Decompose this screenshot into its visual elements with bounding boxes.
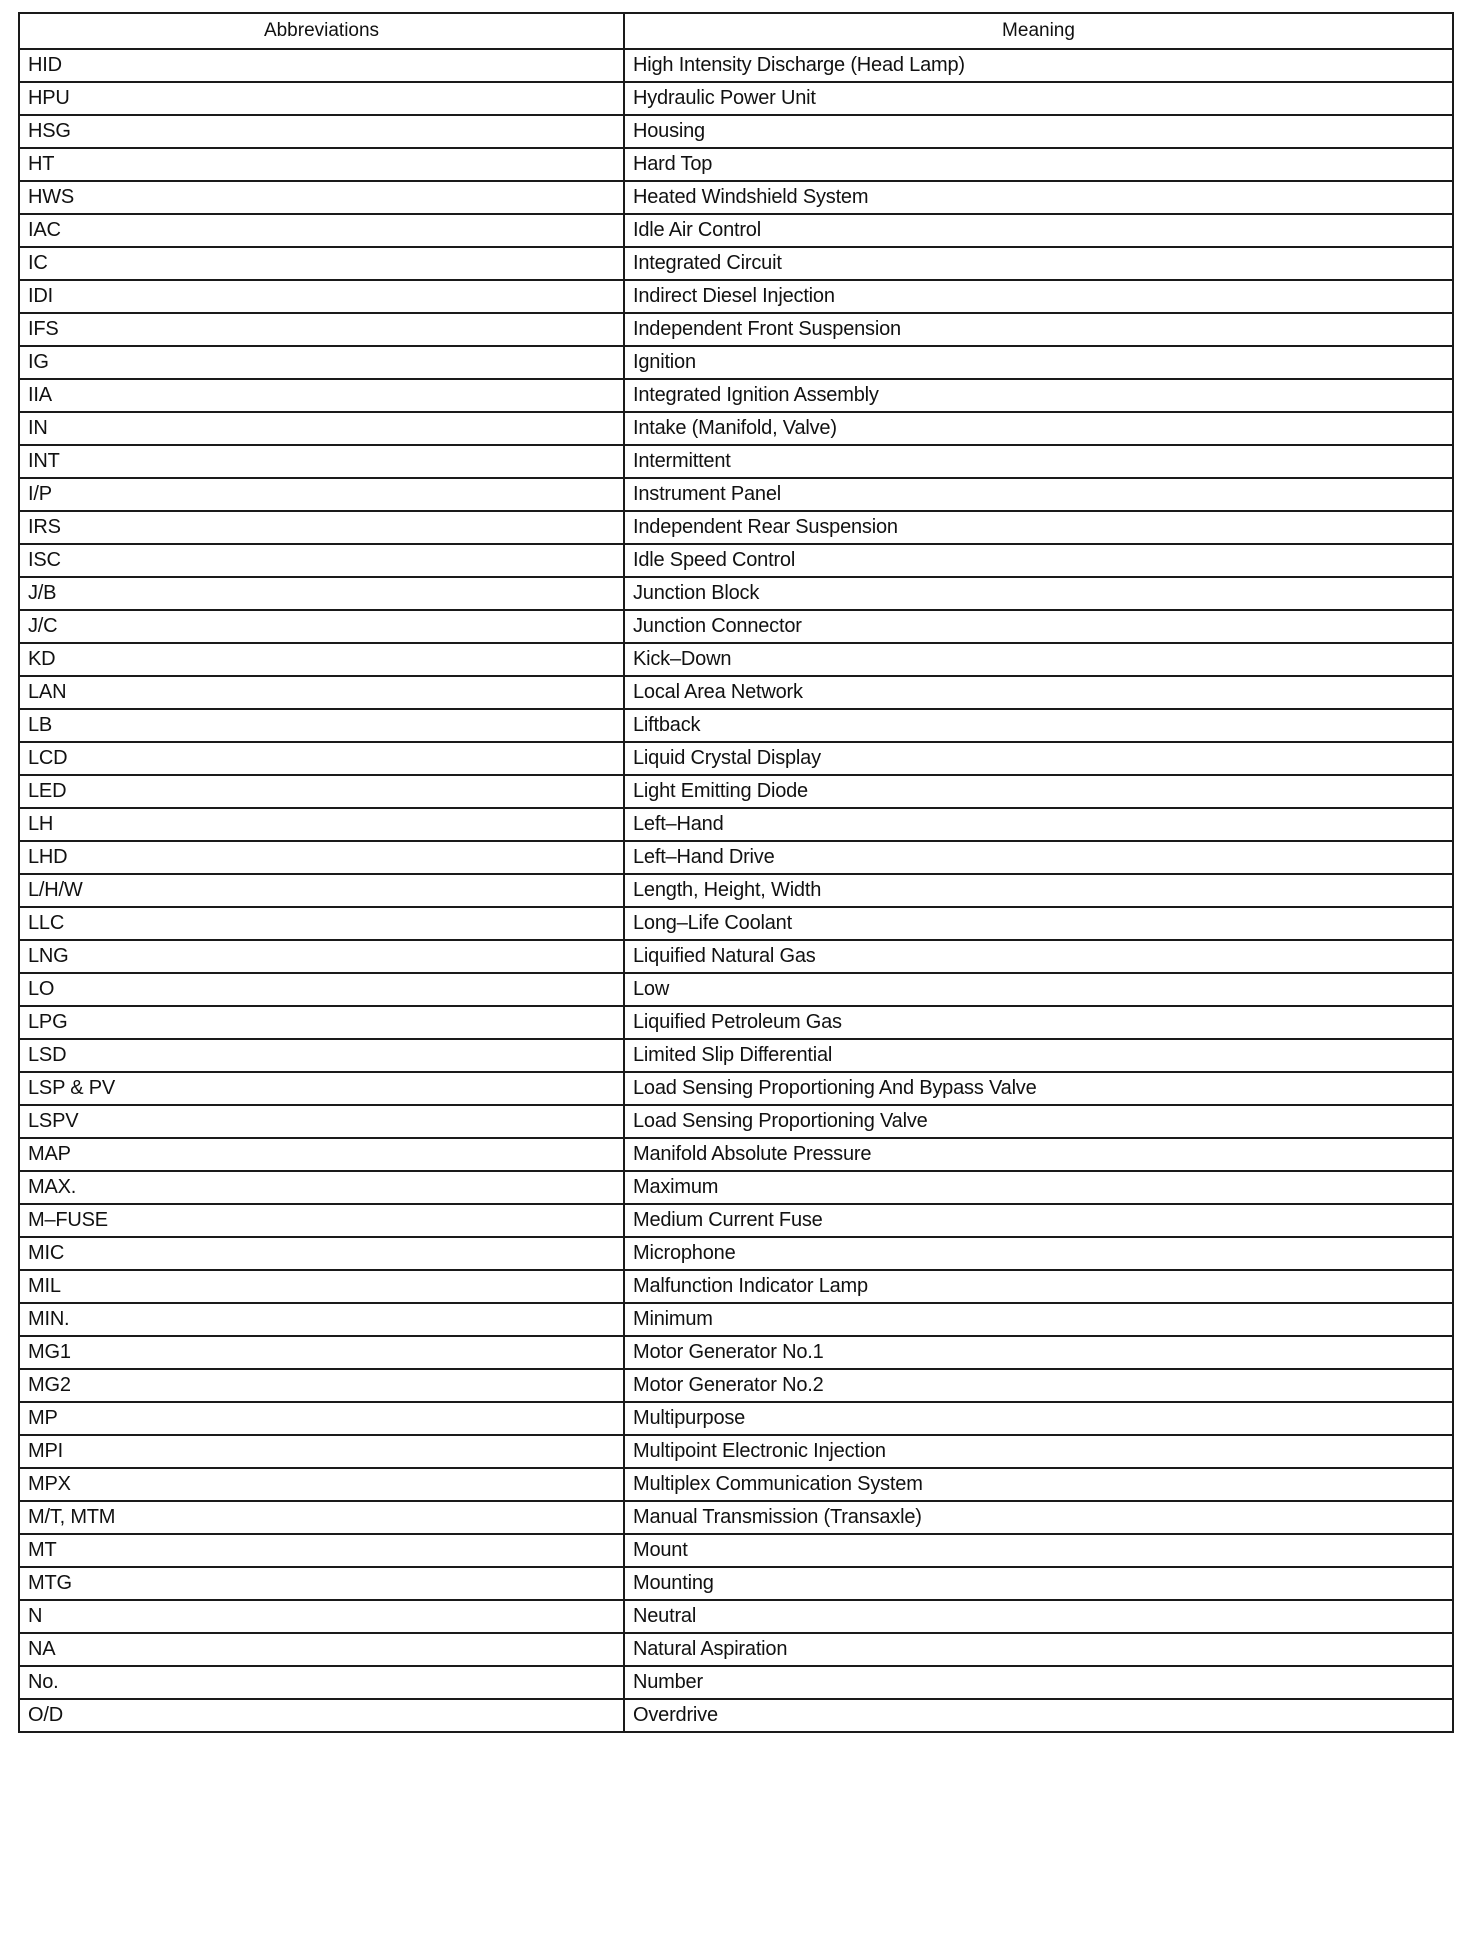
abbreviation-cell: HSG — [19, 115, 624, 148]
abbreviation-cell: ISC — [19, 544, 624, 577]
table-row — [19, 412, 1453, 445]
table-row — [19, 1204, 1453, 1237]
table-row — [19, 1501, 1453, 1534]
table-row — [19, 181, 1453, 214]
abbreviation-cell: LO — [19, 973, 624, 1006]
meaning-cell: Intake (Manifold, Valve) — [624, 412, 1453, 445]
meaning-cell: Housing — [624, 115, 1453, 148]
abbreviation-cell: IN — [19, 412, 624, 445]
abbreviation-cell: MP — [19, 1402, 624, 1435]
table-row — [19, 1699, 1453, 1732]
table-row — [19, 610, 1453, 643]
abbreviation-cell: MIL — [19, 1270, 624, 1303]
meaning-cell: Liquified Natural Gas — [624, 940, 1453, 973]
meaning-cell: Motor Generator No.1 — [624, 1336, 1453, 1369]
abbreviation-cell: LLC — [19, 907, 624, 940]
table-row — [19, 1105, 1453, 1138]
abbreviation-cell: MIC — [19, 1237, 624, 1270]
table-row — [19, 1303, 1453, 1336]
abbreviation-cell: I/P — [19, 478, 624, 511]
table-row — [19, 1072, 1453, 1105]
meaning-cell: Independent Rear Suspension — [624, 511, 1453, 544]
meaning-cell: Independent Front Suspension — [624, 313, 1453, 346]
meaning-cell: Number — [624, 1666, 1453, 1699]
abbreviation-cell: LB — [19, 709, 624, 742]
table-row — [19, 1369, 1453, 1402]
abbreviation-cell: HID — [19, 49, 624, 82]
abbreviation-cell: IC — [19, 247, 624, 280]
table-row — [19, 1237, 1453, 1270]
abbreviation-cell: O/D — [19, 1699, 624, 1732]
abbreviation-cell: HWS — [19, 181, 624, 214]
meaning-cell: Motor Generator No.2 — [624, 1369, 1453, 1402]
table-row — [19, 82, 1453, 115]
abbreviation-cell: LSD — [19, 1039, 624, 1072]
meaning-cell: Instrument Panel — [624, 478, 1453, 511]
table-row — [19, 1336, 1453, 1369]
meaning-cell: High Intensity Discharge (Head Lamp) — [624, 49, 1453, 82]
meaning-cell: Left–Hand — [624, 808, 1453, 841]
abbreviation-cell: MPI — [19, 1435, 624, 1468]
abbreviation-cell: LSP & PV — [19, 1072, 624, 1105]
meaning-cell: Overdrive — [624, 1699, 1453, 1732]
abbreviation-cell: KD — [19, 643, 624, 676]
table-row — [19, 1138, 1453, 1171]
meaning-cell: Liquid Crystal Display — [624, 742, 1453, 775]
meaning-cell: Medium Current Fuse — [624, 1204, 1453, 1237]
abbreviation-cell: IIA — [19, 379, 624, 412]
abbreviation-cell: M/T, MTM — [19, 1501, 624, 1534]
table-row — [19, 577, 1453, 610]
meaning-cell: Multipoint Electronic Injection — [624, 1435, 1453, 1468]
abbreviation-cell: IG — [19, 346, 624, 379]
abbreviation-cell: HT — [19, 148, 624, 181]
meaning-cell: Maximum — [624, 1171, 1453, 1204]
table-row — [19, 247, 1453, 280]
meaning-cell: Junction Connector — [624, 610, 1453, 643]
table-row — [19, 1039, 1453, 1072]
table-row — [19, 379, 1453, 412]
table-row — [19, 1435, 1453, 1468]
header-row — [19, 13, 1453, 49]
meaning-cell: Intermittent — [624, 445, 1453, 478]
meaning-cell: Multiplex Communication System — [624, 1468, 1453, 1501]
meaning-cell: Load Sensing Proportioning Valve — [624, 1105, 1453, 1138]
abbreviation-cell: MAP — [19, 1138, 624, 1171]
table-row — [19, 115, 1453, 148]
table-row — [19, 1534, 1453, 1567]
meaning-cell: Left–Hand Drive — [624, 841, 1453, 874]
meaning-cell: Long–Life Coolant — [624, 907, 1453, 940]
meaning-cell: Junction Block — [624, 577, 1453, 610]
meaning-cell: Liftback — [624, 709, 1453, 742]
table-row — [19, 1006, 1453, 1039]
table-row — [19, 775, 1453, 808]
table-row — [19, 874, 1453, 907]
table-row — [19, 148, 1453, 181]
meaning-cell: Microphone — [624, 1237, 1453, 1270]
meaning-cell: Light Emitting Diode — [624, 775, 1453, 808]
meaning-cell: Minimum — [624, 1303, 1453, 1336]
abbreviation-cell: IAC — [19, 214, 624, 247]
abbreviation-cell: LAN — [19, 676, 624, 709]
meaning-cell: Indirect Diesel Injection — [624, 280, 1453, 313]
table-row — [19, 907, 1453, 940]
meaning-cell: Low — [624, 973, 1453, 1006]
table-row — [19, 973, 1453, 1006]
table-row — [19, 1600, 1453, 1633]
table-row — [19, 643, 1453, 676]
meaning-cell: Length, Height, Width — [624, 874, 1453, 907]
abbreviation-cell: MPX — [19, 1468, 624, 1501]
meaning-cell: Hard Top — [624, 148, 1453, 181]
abbreviation-cell: LSPV — [19, 1105, 624, 1138]
abbreviation-cell: LHD — [19, 841, 624, 874]
abbreviation-cell: MAX. — [19, 1171, 624, 1204]
abbreviations-table — [18, 12, 1454, 1733]
meaning-cell: Idle Air Control — [624, 214, 1453, 247]
abbreviation-cell: L/H/W — [19, 874, 624, 907]
meaning-cell: Natural Aspiration — [624, 1633, 1453, 1666]
abbreviation-cell: IFS — [19, 313, 624, 346]
table-row — [19, 346, 1453, 379]
table-row — [19, 478, 1453, 511]
meaning-cell: Malfunction Indicator Lamp — [624, 1270, 1453, 1303]
meaning-cell: Kick–Down — [624, 643, 1453, 676]
table-row — [19, 1270, 1453, 1303]
table-row — [19, 511, 1453, 544]
table-row — [19, 808, 1453, 841]
abbreviation-cell: MG2 — [19, 1369, 624, 1402]
abbreviation-cell: LCD — [19, 742, 624, 775]
abbreviation-cell: HPU — [19, 82, 624, 115]
meaning-cell: Ignition — [624, 346, 1453, 379]
table-row — [19, 280, 1453, 313]
table-row — [19, 544, 1453, 577]
meaning-cell: Integrated Ignition Assembly — [624, 379, 1453, 412]
abbreviation-cell: LED — [19, 775, 624, 808]
abbreviation-cell: M–FUSE — [19, 1204, 624, 1237]
meaning-cell: Load Sensing Proportioning And Bypass Valve — [624, 1072, 1453, 1105]
meaning-cell: Neutral — [624, 1600, 1453, 1633]
table-row — [19, 214, 1453, 247]
abbreviation-cell: LH — [19, 808, 624, 841]
abbreviation-cell: J/C — [19, 610, 624, 643]
abbreviation-cell: MT — [19, 1534, 624, 1567]
table-row — [19, 1171, 1453, 1204]
abbreviation-cell: N — [19, 1600, 624, 1633]
meaning-cell: Manual Transmission (Transaxle) — [624, 1501, 1453, 1534]
abbreviation-cell: IDI — [19, 280, 624, 313]
meaning-cell: Mount — [624, 1534, 1453, 1567]
table-row — [19, 1666, 1453, 1699]
table-row — [19, 742, 1453, 775]
abbreviation-cell: NA — [19, 1633, 624, 1666]
abbreviation-cell: MG1 — [19, 1336, 624, 1369]
abbreviation-cell: LNG — [19, 940, 624, 973]
meaning-cell: Liquified Petroleum Gas — [624, 1006, 1453, 1039]
meaning-header: Meaning — [624, 13, 1453, 49]
table-body — [19, 49, 1453, 1732]
table-row — [19, 1567, 1453, 1600]
table-row — [19, 1633, 1453, 1666]
meaning-cell: Mounting — [624, 1567, 1453, 1600]
abbreviation-cell: LPG — [19, 1006, 624, 1039]
table-row — [19, 445, 1453, 478]
table-row — [19, 313, 1453, 346]
meaning-cell: Local Area Network — [624, 676, 1453, 709]
table-row — [19, 49, 1453, 82]
meaning-cell: Integrated Circuit — [624, 247, 1453, 280]
abbreviation-cell: MIN. — [19, 1303, 624, 1336]
meaning-cell: Hydraulic Power Unit — [624, 82, 1453, 115]
table-row — [19, 940, 1453, 973]
table-row — [19, 709, 1453, 742]
table-row — [19, 1402, 1453, 1435]
table-row — [19, 676, 1453, 709]
table-row — [19, 841, 1453, 874]
meaning-cell: Manifold Absolute Pressure — [624, 1138, 1453, 1171]
meaning-cell: Multipurpose — [624, 1402, 1453, 1435]
abbreviation-cell: No. — [19, 1666, 624, 1699]
meaning-cell: Limited Slip Differential — [624, 1039, 1453, 1072]
abbreviation-cell: J/B — [19, 577, 624, 610]
table-row — [19, 1468, 1453, 1501]
abbreviations-header: Abbreviations — [19, 13, 624, 49]
meaning-cell: Heated Windshield System — [624, 181, 1453, 214]
abbreviation-cell: MTG — [19, 1567, 624, 1600]
abbreviation-cell: INT — [19, 445, 624, 478]
abbreviation-cell: IRS — [19, 511, 624, 544]
meaning-cell: Idle Speed Control — [624, 544, 1453, 577]
